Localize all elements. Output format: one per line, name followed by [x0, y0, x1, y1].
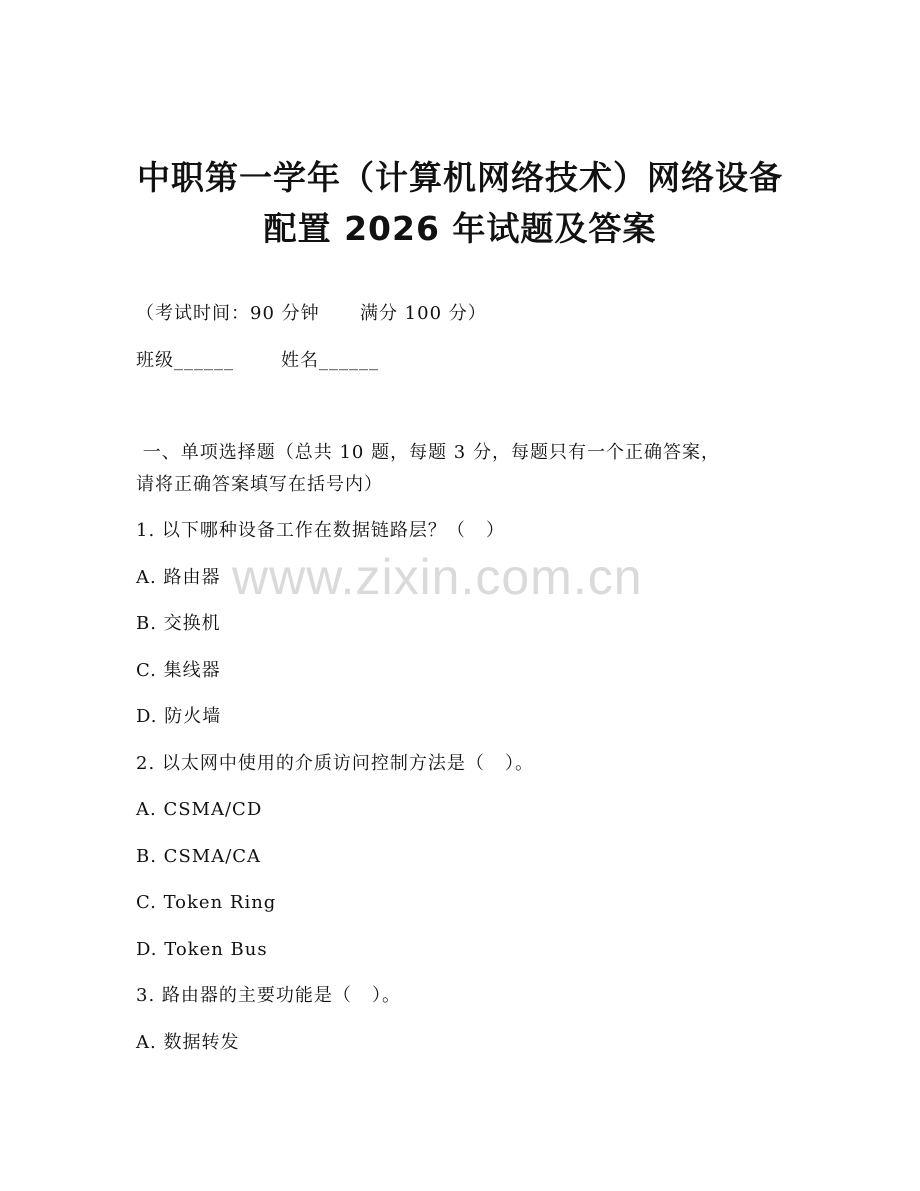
- question-option: D. Token Bus: [136, 939, 268, 960]
- question-option: A. CSMA/CD: [136, 799, 263, 820]
- question-option: C. 集线器: [136, 660, 221, 681]
- question-stem: 3. 路由器的主要功能是（ ）。: [136, 985, 402, 1006]
- question-stem: 2. 以太网中使用的介质访问控制方法是（ ）。: [136, 753, 535, 774]
- class-name-line: 班级______ 姓名______: [136, 350, 380, 371]
- question-option: C. Token Ring: [136, 892, 277, 913]
- question-stem: 1. 以下哪种设备工作在数据链路层？（ ）: [136, 520, 506, 541]
- question-option: A. 数据转发: [136, 1032, 240, 1053]
- section-header-line2: 请将正确答案填写在括号内）: [136, 474, 383, 495]
- exam-info: （考试时间：90 分钟 满分 100 分）: [136, 303, 487, 324]
- question-option: A. 路由器: [136, 567, 221, 588]
- watermark-text: www.zixin.com.cn: [232, 549, 643, 605]
- question-option: B. 交换机: [136, 613, 221, 634]
- section-header-line1: 一、单项选择题（总共 10 题，每题 3 分，每题只有一个正确答案，: [136, 442, 720, 463]
- question-option: B. CSMA/CA: [136, 846, 262, 867]
- question-option: D. 防火墙: [136, 706, 222, 727]
- document-title-line2: 配置 2026 年试题及答案: [263, 209, 657, 248]
- document-title-line1: 中职第一学年（计算机网络技术）网络设备: [137, 158, 783, 197]
